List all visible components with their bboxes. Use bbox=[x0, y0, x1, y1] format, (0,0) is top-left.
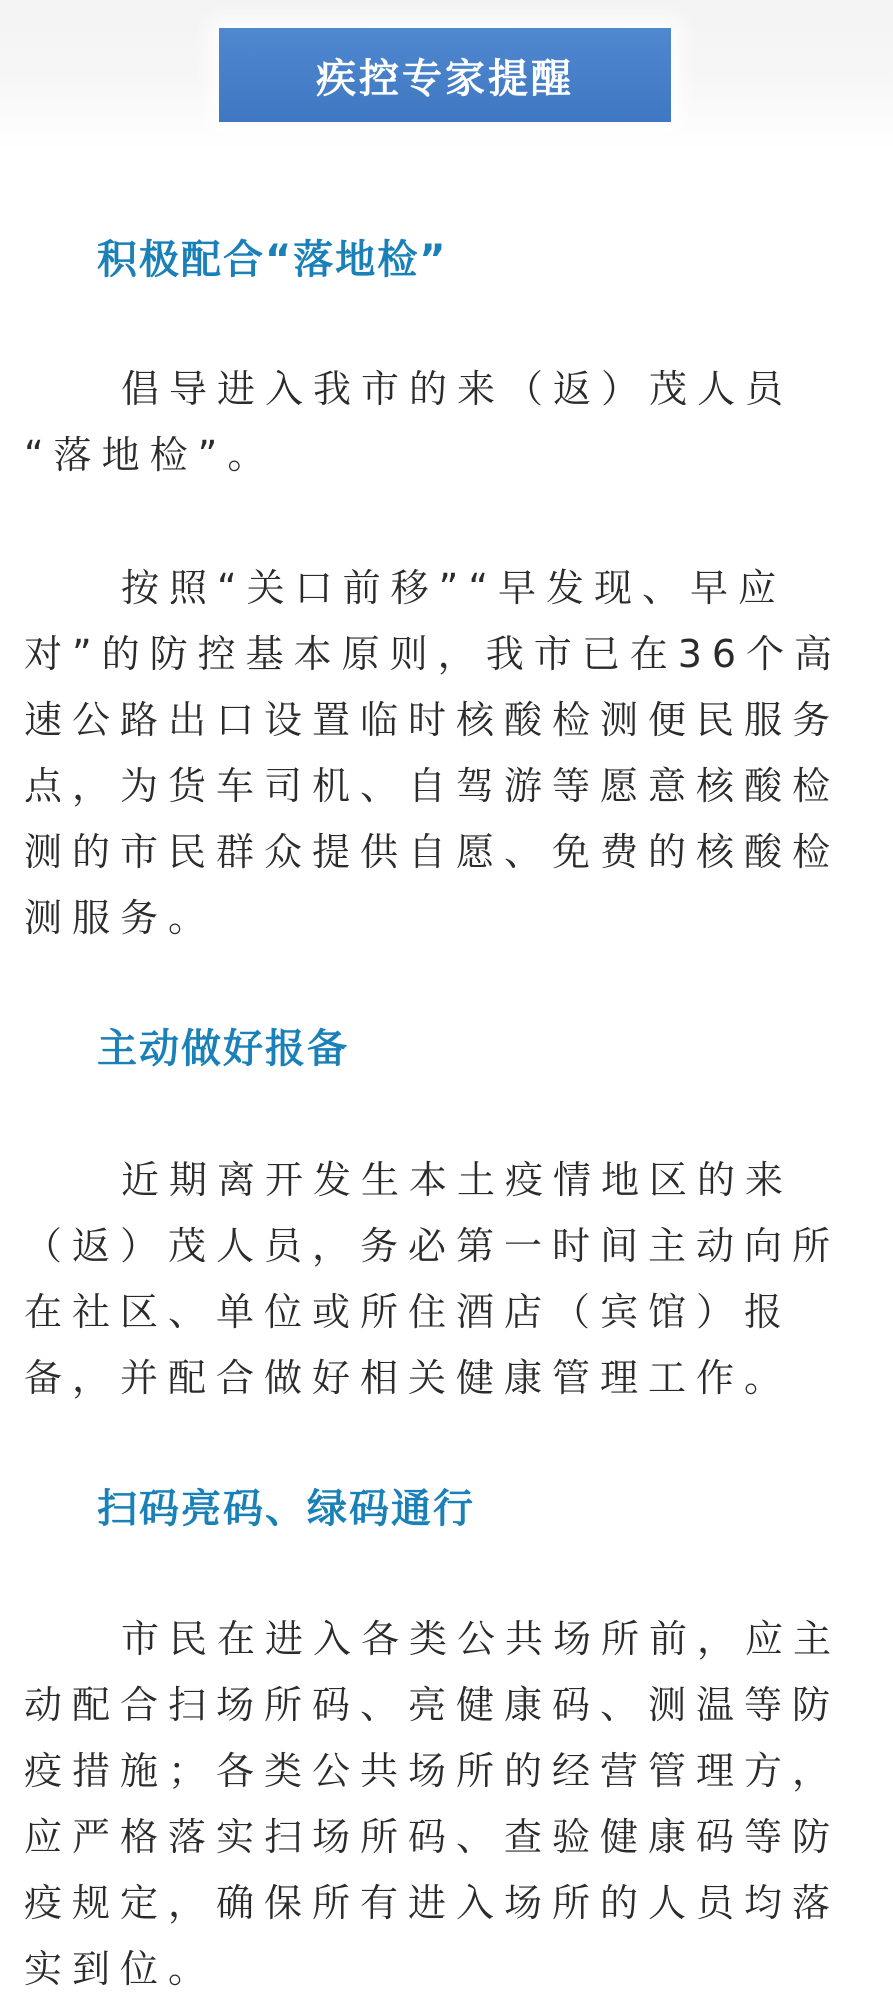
section-heading-landing-test: 积极配合“落地检” bbox=[97, 237, 448, 283]
section-heading-scan-code: 扫码亮码、绿码通行 bbox=[97, 1486, 475, 1532]
text-line: 疫规定，确保所有进入场所的人员均落 bbox=[24, 1881, 841, 1925]
paragraph-report-advice bbox=[24, 1147, 866, 1411]
text-line: 对”的防控基本原则，我市已在36个高 bbox=[24, 632, 843, 676]
text-line: 点，为货车司机、自驾游等愿意核酸检 bbox=[24, 764, 841, 808]
banner-title: 疾控专家提醒 bbox=[316, 55, 574, 102]
text-line: 倡导进入我市的来（返）茂人员 bbox=[121, 367, 794, 411]
text-line: 应严格落实扫场所码、查验健康码等防 bbox=[24, 1815, 841, 1859]
text-line: 按照“关口前移”“早发现、早应 bbox=[121, 566, 787, 610]
text-line: 备，并配合做好相关健康管理工作。 bbox=[24, 1356, 793, 1400]
text-line: （返）茂人员，务必第一时间主动向所 bbox=[24, 1224, 841, 1268]
paragraph-landing-test-advice bbox=[24, 356, 866, 488]
text-line: 速公路出口设置临时核酸检测便民服务 bbox=[24, 698, 841, 742]
text-line: 疫措施；各类公共场所的经营管理方， bbox=[24, 1749, 841, 1793]
paragraph-scan-code-advice bbox=[24, 1606, 866, 2002]
text-line: 在社区、单位或所住酒店（宾馆）报 bbox=[24, 1290, 793, 1334]
text-line: 近期离开发生本土疫情地区的来 bbox=[121, 1158, 794, 1202]
text-line: 市民在进入各类公共场所前，应主 bbox=[121, 1617, 842, 1661]
text-line: 测服务。 bbox=[24, 896, 217, 940]
text-line: “落地检”。 bbox=[24, 433, 276, 477]
text-line: 实到位。 bbox=[24, 1947, 217, 1991]
header-banner bbox=[219, 28, 671, 122]
section-heading-report: 主动做好报备 bbox=[97, 1026, 349, 1072]
text-line: 动配合扫场所码、亮健康码、测温等防 bbox=[24, 1683, 841, 1727]
text-line: 测的市民群众提供自愿、免费的核酸检 bbox=[24, 830, 841, 874]
paragraph-highway-test-points bbox=[24, 555, 866, 951]
